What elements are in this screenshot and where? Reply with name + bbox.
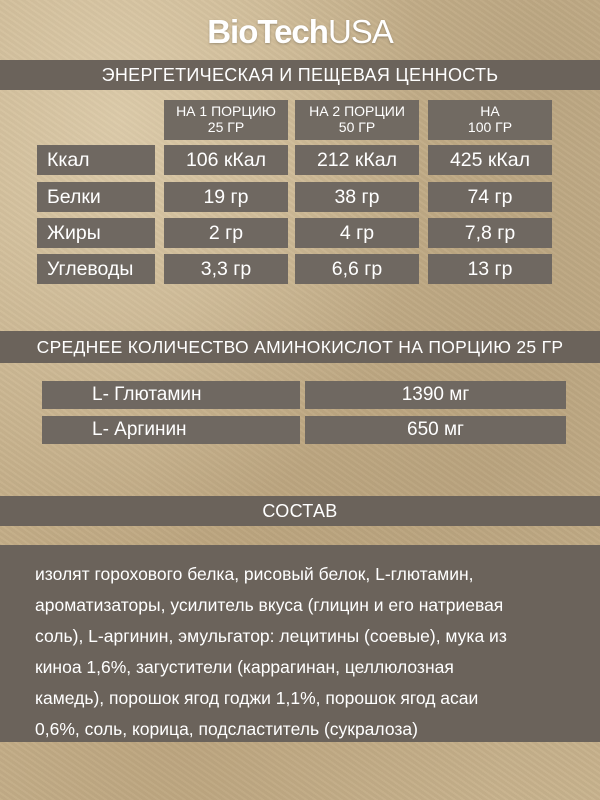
composition-title: СОСТАВ bbox=[0, 496, 600, 526]
table-cell: 6,6 гр bbox=[295, 254, 419, 284]
table-cell: 74 гр bbox=[428, 182, 552, 212]
table-cell: 425 кКал bbox=[428, 145, 552, 175]
table-cell: 106 кКал bbox=[164, 145, 288, 175]
table-cell: 19 гр bbox=[164, 182, 288, 212]
column-header-line: 50 ГР bbox=[338, 119, 376, 135]
column-header-line: НА 2 ПОРЦИИ bbox=[309, 103, 405, 119]
table-cell: 38 гр bbox=[295, 182, 419, 212]
amino-value-arginine: 650 мг bbox=[305, 416, 566, 444]
column-header-line: 25 ГР bbox=[207, 119, 245, 135]
amino-value-glutamine: 1390 мг bbox=[305, 381, 566, 409]
brand-logo-light: USA bbox=[327, 13, 393, 50]
table-cell: 7,8 гр bbox=[428, 218, 552, 248]
column-header-line: 100 ГР bbox=[467, 119, 513, 135]
column-header-100g bbox=[428, 100, 552, 140]
nutrition-title: ЭНЕРГЕТИЧЕСКАЯ И ПЕЩЕВАЯ ЦЕННОСТЬ bbox=[0, 60, 600, 90]
row-label-kcal: Ккал bbox=[37, 145, 155, 175]
composition-line: камедь), порошок ягод годжи 1,1%, порошок ягод асаи bbox=[35, 688, 479, 708]
brand-logo-bold: BioTech bbox=[207, 13, 328, 50]
row-label-carbs: Углеводы bbox=[37, 254, 155, 284]
table-cell: 212 кКал bbox=[295, 145, 419, 175]
column-header-2-portions bbox=[295, 100, 419, 140]
column-header-line: НА 1 ПОРЦИЮ bbox=[176, 103, 276, 119]
composition-line: киноа 1,6%, загустители (каррагинан, целлюлозная bbox=[35, 657, 454, 677]
amino-name-arginine: L- Аргинин bbox=[42, 416, 300, 444]
column-header-1-portion bbox=[164, 100, 288, 140]
composition-line: 0,6%, соль, корица, подсластитель (сукралоза) bbox=[35, 719, 418, 739]
amino-name-glutamine: L- Глютамин bbox=[42, 381, 300, 409]
composition-text bbox=[0, 545, 600, 742]
composition-line: изолят горохового белка, рисовый белок, L-глютамин, bbox=[35, 564, 474, 584]
row-label-protein: Белки bbox=[37, 182, 155, 212]
table-cell: 2 гр bbox=[164, 218, 288, 248]
row-label-fat: Жиры bbox=[37, 218, 155, 248]
composition-line: ароматизаторы, усилитель вкуса (глицин и его натриевая bbox=[35, 595, 504, 615]
table-cell: 3,3 гр bbox=[164, 254, 288, 284]
amino-title: СРЕДНЕЕ КОЛИЧЕСТВО АМИНОКИСЛОТ НА ПОРЦИЮ 25 ГР bbox=[0, 331, 600, 363]
table-cell: 13 гр bbox=[428, 254, 552, 284]
composition-line: соль), L-аргинин, эмульгатор: лецитины (соевые), мука из bbox=[35, 626, 507, 646]
brand-logo bbox=[0, 10, 600, 54]
column-header-line: НА bbox=[480, 103, 500, 119]
table-cell: 4 гр bbox=[295, 218, 419, 248]
